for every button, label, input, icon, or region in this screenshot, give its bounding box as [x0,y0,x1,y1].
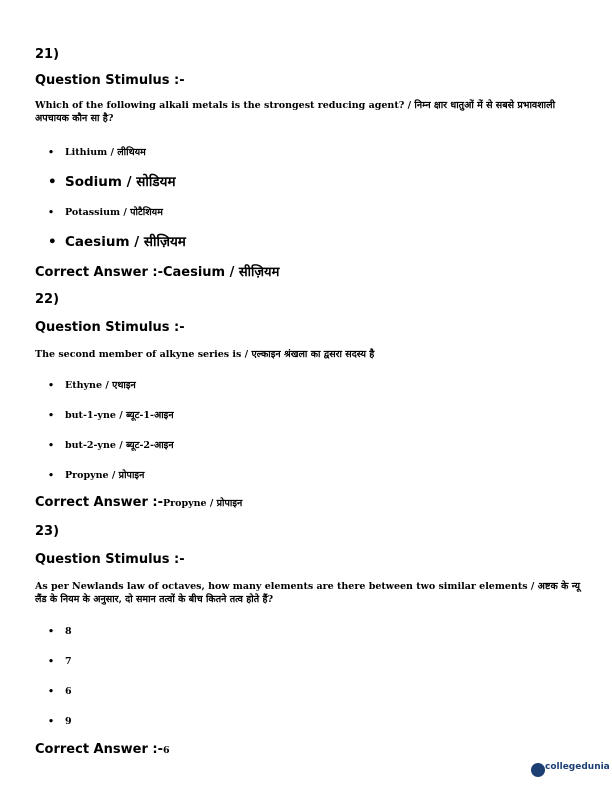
option-item [48,172,176,190]
bullet-icon: • [48,470,55,481]
question-stimulus-label: Question Stimulus :- [35,73,185,88]
question-number: 21) [35,47,60,62]
option-item [48,626,72,637]
bullet-icon: • [48,234,57,250]
bullet-icon: • [48,626,55,637]
option-item [48,438,174,451]
bullet-icon: • [48,716,55,727]
correct-answer-value: 6 [162,745,170,756]
option-label: but-1-yne / ब्यूट-1-आइन [65,410,174,421]
bullet-icon: • [48,207,55,218]
question-number: 22) [35,292,60,307]
option-item [48,656,72,667]
question-number: 23) [35,524,60,539]
option-item [48,232,186,250]
option-item [48,205,163,218]
option-label: but-2-yne / ब्यूट-2-आइन [65,440,174,451]
correct-answer [35,495,242,510]
option-item [48,378,136,391]
question-text: The second member of alkyne series is / एल्काइन श्रंखला का द्वसरा सदस्य है [35,349,375,360]
bullet-icon: • [48,440,55,451]
option-item [48,408,174,421]
option-item [48,145,146,158]
collegedunia-logo [530,760,612,788]
correct-answer-value: Propyne / प्रोपाइन [162,498,243,509]
option-label: 6 [65,686,72,697]
option-label: 8 [65,626,72,637]
option-label: Caesium / सीज़ियम [65,234,186,250]
bullet-icon: • [48,410,55,421]
option-item [48,686,72,697]
bullet-icon: • [48,380,55,391]
question-text: Which of the following alkali metals is the strongest reducing agent? / निम्न क्षार धातुओं में से सबसे प्रभावशाली अपचायक कौन सा है? [35,100,556,124]
correct-answer [35,742,170,757]
option-item [48,468,144,481]
question-text: As per Newlands law of octaves, how many elements are there between two similar elements / अष्टक के न्यू लैंड के नियम के अनुसार, दो समान तत्वों के बीच कितने तत्व होते हैं? [35,581,581,605]
option-label: Potassium / पोटैशियम [65,207,163,218]
correct-answer-label: Correct Answer :- [35,495,163,510]
option-label: 9 [65,716,72,727]
bullet-icon: • [48,174,57,190]
option-label: 7 [65,656,72,667]
bullet-icon: • [48,656,55,667]
correct-answer-label: Correct Answer :- [35,742,163,757]
option-label: Ethyne / एथाइन [65,380,136,391]
bullet-icon: • [48,686,55,697]
option-label: Lithium / लीथियम [65,147,146,158]
bullet-icon: • [48,147,55,158]
option-item [48,716,72,727]
question-stimulus-label: Question Stimulus :- [35,320,185,335]
option-label: Sodium / सोडियम [65,174,176,190]
question-stimulus-label: Question Stimulus :- [35,552,185,567]
graduate-cap-icon [530,762,546,778]
option-label: Propyne / प्रोपाइन [65,470,145,481]
correct-answer: Correct Answer :-Caesium / सीज़ियम [35,265,280,280]
logo-text: collegedunia [545,762,610,772]
